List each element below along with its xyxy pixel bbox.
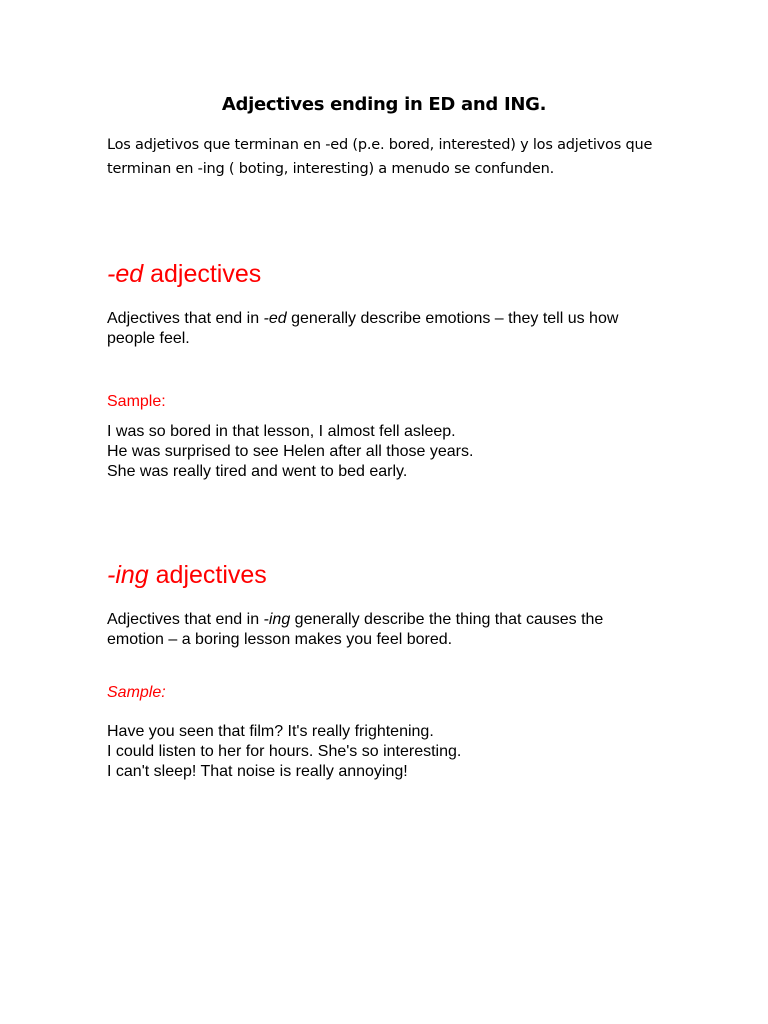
ing-examples [107,722,687,782]
ed-examples [107,422,687,482]
ed-section-heading [107,259,261,289]
ed-desc-before: Adjectives that end in [107,310,264,327]
ing-desc-before: Adjectives that end in [107,611,264,628]
ing-description [107,610,687,650]
ing-desc-suffix: -ing [263,611,291,628]
ed-sample-label: Sample: [107,393,166,410]
ing-example-3: I can't sleep! That noise is really annoying! [107,763,408,780]
ed-example-3: She was really tired and went to bed early. [107,463,408,480]
document-title: Adjectives ending in ED and ING. [221,94,547,115]
ed-desc-line-2: people feel. [107,330,190,347]
ing-section-heading [107,560,267,590]
ing-example-2: I could listen to her for hours. She's so interesting. [107,743,462,760]
ed-desc-after: generally describe emotions – they tell us how [286,310,619,327]
ed-desc-suffix: -ed [263,310,287,327]
intro-line-1: Los adjetivos que terminan en -ed (p.e. bored, interested) y los adjetivos que [107,137,653,153]
ing-example-1: Have you seen that film? It's really frightening. [107,723,434,740]
ed-heading-suffix: -ed [107,260,144,288]
intro-paragraph [107,133,687,181]
ed-example-2: He was surprised to see Helen after all those years. [107,443,474,460]
intro-line-2: terminan en -ing ( boting, interesting) a menudo se confunden. [107,161,555,177]
ing-heading-rest: adjectives [148,561,267,589]
ing-desc-after: generally describe the thing that causes the [290,611,604,628]
ing-heading-suffix: -ing [107,561,149,589]
ed-example-1: I was so bored in that lesson, I almost fell asleep. [107,423,456,440]
ing-desc-line-2: emotion – a boring lesson makes you feel bored. [107,631,453,648]
ed-description [107,309,687,349]
ing-sample-label: Sample: [107,684,166,701]
ed-heading-rest: adjectives [143,260,262,288]
